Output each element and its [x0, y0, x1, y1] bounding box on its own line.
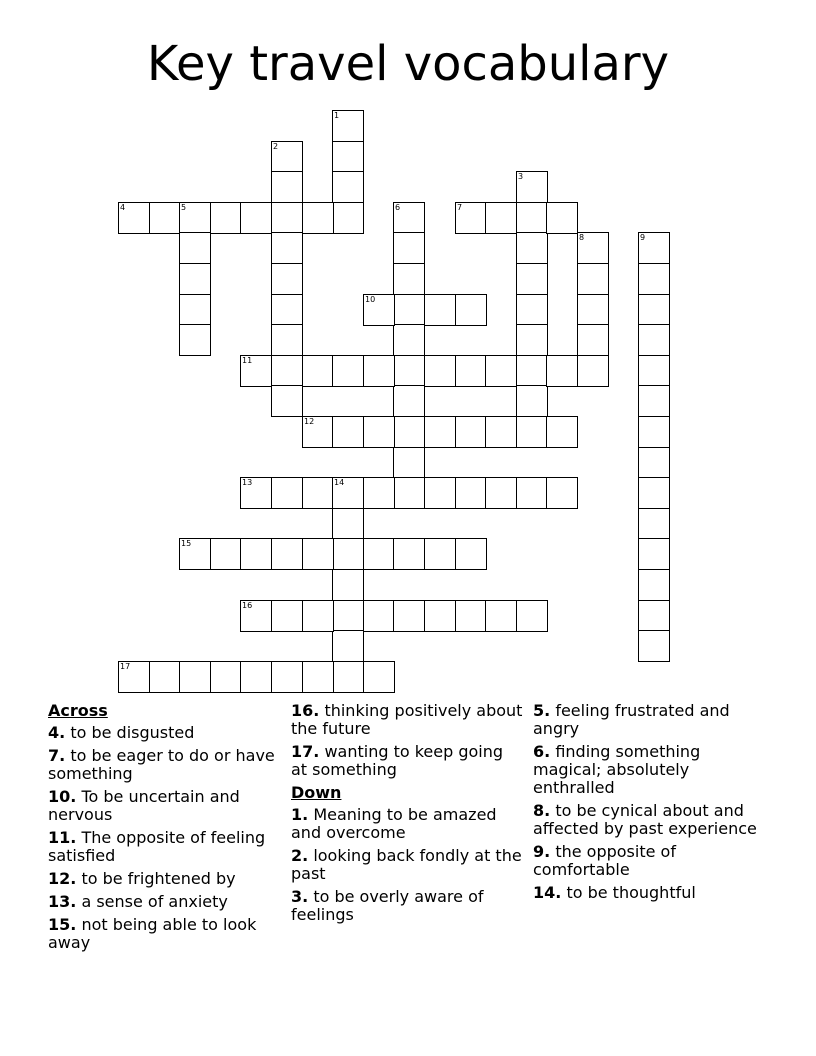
grid-cell[interactable]	[638, 294, 670, 326]
clue-number: 12.	[48, 869, 77, 888]
grid-cell[interactable]	[332, 355, 364, 387]
grid-cell[interactable]	[424, 538, 456, 570]
cell-number: 2	[273, 142, 279, 151]
clue-number: 17.	[291, 742, 320, 761]
down-clue-1	[291, 806, 523, 842]
across-clue-16	[291, 702, 523, 738]
grid-cell[interactable]	[393, 477, 425, 509]
across-clue-17	[291, 743, 523, 779]
grid-cell[interactable]	[516, 324, 548, 356]
grid-cell[interactable]	[638, 355, 670, 387]
grid-cell[interactable]	[485, 600, 517, 632]
cell-number: 11	[242, 356, 253, 365]
grid-cell[interactable]	[485, 355, 517, 387]
grid-cell[interactable]	[577, 232, 609, 264]
clue-number: 3.	[291, 887, 309, 906]
grid-cell[interactable]	[424, 477, 456, 509]
grid-cell[interactable]	[455, 202, 487, 234]
grid-cell[interactable]	[546, 477, 578, 509]
grid-cell[interactable]	[118, 202, 150, 234]
grid-cell[interactable]	[393, 324, 425, 356]
grid-cell[interactable]	[638, 263, 670, 295]
across-heading: Across	[48, 701, 108, 720]
grid-cell[interactable]	[393, 355, 425, 387]
grid-cell[interactable]	[638, 416, 670, 448]
grid-cell[interactable]	[363, 355, 395, 387]
clue-number: 14.	[533, 883, 562, 902]
clue-text: To be uncertain and nervous	[48, 787, 240, 824]
grid-cell[interactable]	[240, 202, 272, 234]
grid-cell[interactable]	[516, 263, 548, 295]
grid-cell[interactable]	[271, 171, 303, 203]
grid-cell[interactable]	[179, 661, 211, 693]
down-clue-8	[533, 802, 773, 838]
grid-cell[interactable]	[149, 661, 181, 693]
clue-text: not being able to look away	[48, 915, 257, 952]
cell-number: 12	[304, 417, 315, 426]
clue-number: 6.	[533, 742, 551, 761]
grid-cell[interactable]	[302, 416, 334, 448]
grid-cell[interactable]	[363, 294, 395, 326]
clue-text: The opposite of feeling satisfied	[48, 828, 266, 865]
clues-column-1	[48, 702, 280, 957]
clues-column-2	[291, 702, 523, 929]
grid-cell[interactable]	[302, 355, 334, 387]
clue-text: finding something magical; absolutely enthralled	[533, 742, 701, 797]
grid-cell[interactable]	[179, 538, 211, 570]
grid-cell[interactable]	[240, 600, 272, 632]
down-clue-5	[533, 702, 773, 738]
grid-cell[interactable]	[302, 661, 334, 693]
grid-cell[interactable]	[210, 538, 242, 570]
grid-cell[interactable]	[363, 600, 395, 632]
grid-cell[interactable]	[332, 661, 364, 693]
clue-text: the opposite of comfortable	[533, 842, 676, 879]
grid-cell[interactable]	[577, 263, 609, 295]
grid-cell[interactable]	[455, 600, 487, 632]
grid-cell[interactable]	[638, 600, 670, 632]
grid-cell[interactable]	[271, 385, 303, 417]
cell-number: 7	[457, 203, 463, 212]
grid-cell[interactable]	[424, 355, 456, 387]
grid-cell[interactable]	[240, 538, 272, 570]
grid-cell[interactable]	[516, 385, 548, 417]
clue-text: Meaning to be amazed and overcome	[291, 805, 497, 842]
grid-cell[interactable]	[638, 447, 670, 479]
grid-cell[interactable]	[210, 661, 242, 693]
grid-cell[interactable]	[424, 416, 456, 448]
clue-text: looking back fondly at the past	[291, 846, 522, 883]
grid-cell[interactable]	[424, 294, 456, 326]
grid-cell[interactable]	[516, 600, 548, 632]
cell-number: 3	[518, 172, 524, 181]
grid-cell[interactable]	[393, 600, 425, 632]
grid-cell[interactable]	[546, 416, 578, 448]
clue-text: feeling frustrated and angry	[533, 701, 730, 738]
grid-cell[interactable]	[332, 141, 364, 173]
clue-text: to be cynical about and affected by past experience	[533, 801, 757, 838]
grid-cell[interactable]	[271, 263, 303, 295]
grid-cell[interactable]	[485, 202, 517, 234]
grid-cell[interactable]	[332, 171, 364, 203]
grid-cell[interactable]	[149, 202, 181, 234]
cell-number: 10	[365, 295, 376, 304]
grid-cell[interactable]	[363, 661, 395, 693]
cell-number: 14	[334, 478, 345, 487]
grid-cell[interactable]	[363, 538, 395, 570]
cell-number: 5	[181, 203, 187, 212]
grid-cell[interactable]	[179, 263, 211, 295]
clue-number: 5.	[533, 701, 551, 720]
grid-cell[interactable]	[638, 324, 670, 356]
clues-column-3	[533, 702, 773, 907]
grid-cell[interactable]	[638, 232, 670, 264]
grid-cell[interactable]	[455, 538, 487, 570]
clue-text: to be eager to do or have something	[48, 746, 275, 783]
grid-cell[interactable]	[240, 661, 272, 693]
grid-cell[interactable]	[302, 202, 334, 234]
grid-cell[interactable]	[546, 355, 578, 387]
down-clue-14	[533, 884, 773, 902]
clue-number: 7.	[48, 746, 66, 765]
across-clue-13	[48, 893, 280, 911]
grid-cell[interactable]	[332, 508, 364, 540]
grid-cell[interactable]	[271, 324, 303, 356]
grid-cell[interactable]	[577, 355, 609, 387]
grid-cell[interactable]	[455, 416, 487, 448]
across-clue-4	[48, 724, 280, 742]
clue-number: 9.	[533, 842, 551, 861]
grid-cell[interactable]	[363, 416, 395, 448]
grid-cell[interactable]	[179, 294, 211, 326]
grid-cell[interactable]	[424, 600, 456, 632]
grid-cell[interactable]	[516, 355, 548, 387]
across-clue-12	[48, 870, 280, 888]
grid-cell[interactable]	[271, 294, 303, 326]
clue-text: wanting to keep going at something	[291, 742, 504, 779]
grid-cell[interactable]	[455, 355, 487, 387]
cell-number: 17	[120, 662, 131, 671]
clue-number: 2.	[291, 846, 309, 865]
down-clue-3	[291, 888, 523, 924]
grid-cell[interactable]	[393, 447, 425, 479]
grid-cell[interactable]	[240, 355, 272, 387]
cell-number: 4	[120, 203, 126, 212]
grid-cell[interactable]	[179, 202, 211, 234]
grid-cell[interactable]	[393, 263, 425, 295]
grid-cell[interactable]	[210, 202, 242, 234]
grid-cell[interactable]	[638, 630, 670, 662]
clue-text: a sense of anxiety	[81, 892, 228, 911]
grid-cell[interactable]	[271, 477, 303, 509]
across-clue-15	[48, 916, 280, 952]
grid-cell[interactable]	[516, 171, 548, 203]
grid-cell[interactable]	[516, 232, 548, 264]
grid-cell[interactable]	[516, 416, 548, 448]
grid-cell[interactable]	[485, 477, 517, 509]
clue-text: to be thoughtful	[566, 883, 696, 902]
grid-cell[interactable]	[516, 477, 548, 509]
grid-cell[interactable]	[393, 385, 425, 417]
grid-cell[interactable]	[179, 324, 211, 356]
clue-number: 11.	[48, 828, 77, 847]
cell-number: 9	[640, 233, 646, 242]
grid-cell[interactable]	[455, 477, 487, 509]
grid-cell[interactable]	[302, 477, 334, 509]
clue-number: 1.	[291, 805, 309, 824]
cell-number: 15	[181, 539, 192, 548]
across-clue-11	[48, 829, 280, 865]
grid-cell[interactable]	[455, 294, 487, 326]
grid-cell[interactable]	[393, 202, 425, 234]
grid-cell[interactable]	[332, 477, 364, 509]
clue-text: thinking positively about the future	[291, 701, 523, 738]
clue-text: to be disgusted	[70, 723, 195, 742]
grid-cell[interactable]	[638, 477, 670, 509]
down-clue-2	[291, 847, 523, 883]
grid-cell[interactable]	[271, 232, 303, 264]
grid-cell[interactable]	[271, 661, 303, 693]
grid-cell[interactable]	[332, 569, 364, 601]
cell-number: 13	[242, 478, 253, 487]
grid-cell[interactable]	[179, 232, 211, 264]
clue-number: 16.	[291, 701, 320, 720]
clue-text: to be frightened by	[81, 869, 236, 888]
clue-number: 4.	[48, 723, 66, 742]
grid-cell[interactable]	[485, 416, 517, 448]
grid-cell[interactable]	[271, 600, 303, 632]
clue-text: to be overly aware of feelings	[291, 887, 484, 924]
grid-cell[interactable]	[271, 202, 303, 234]
across-clue-10	[48, 788, 280, 824]
grid-cell[interactable]	[393, 294, 425, 326]
grid-cell[interactable]	[577, 324, 609, 356]
grid-cell[interactable]	[638, 569, 670, 601]
grid-cell[interactable]	[332, 202, 364, 234]
clue-number: 10.	[48, 787, 77, 806]
grid-cell[interactable]	[393, 538, 425, 570]
cell-number: 6	[395, 203, 401, 212]
grid-cell[interactable]	[516, 294, 548, 326]
grid-cell[interactable]	[240, 477, 272, 509]
grid-cell[interactable]	[638, 538, 670, 570]
down-heading: Down	[291, 783, 342, 802]
grid-cell[interactable]	[393, 416, 425, 448]
clue-number: 8.	[533, 801, 551, 820]
grid-cell[interactable]	[332, 600, 364, 632]
grid-cell[interactable]	[302, 600, 334, 632]
grid-cell[interactable]	[577, 294, 609, 326]
down-clue-9	[533, 843, 773, 879]
grid-cell[interactable]	[302, 538, 334, 570]
grid-cell[interactable]	[332, 630, 364, 662]
grid-cell[interactable]	[363, 477, 395, 509]
across-clue-7	[48, 747, 280, 783]
grid-cell[interactable]	[118, 661, 150, 693]
page-title: Key travel vocabulary	[146, 36, 670, 92]
grid-cell[interactable]	[638, 385, 670, 417]
grid-cell[interactable]	[271, 355, 303, 387]
clue-number: 15.	[48, 915, 77, 934]
down-clue-6	[533, 743, 773, 797]
cell-number: 8	[579, 233, 585, 242]
grid-cell[interactable]	[271, 141, 303, 173]
grid-cell[interactable]	[638, 508, 670, 540]
grid-cell[interactable]	[271, 538, 303, 570]
grid-cell[interactable]	[332, 538, 364, 570]
cell-number: 16	[242, 601, 253, 610]
grid-cell[interactable]	[546, 202, 578, 234]
grid-cell[interactable]	[516, 202, 548, 234]
grid-cell[interactable]	[393, 232, 425, 264]
clue-number: 13.	[48, 892, 77, 911]
grid-cell[interactable]	[332, 110, 364, 142]
cell-number: 1	[334, 111, 340, 120]
grid-cell[interactable]	[332, 416, 364, 448]
